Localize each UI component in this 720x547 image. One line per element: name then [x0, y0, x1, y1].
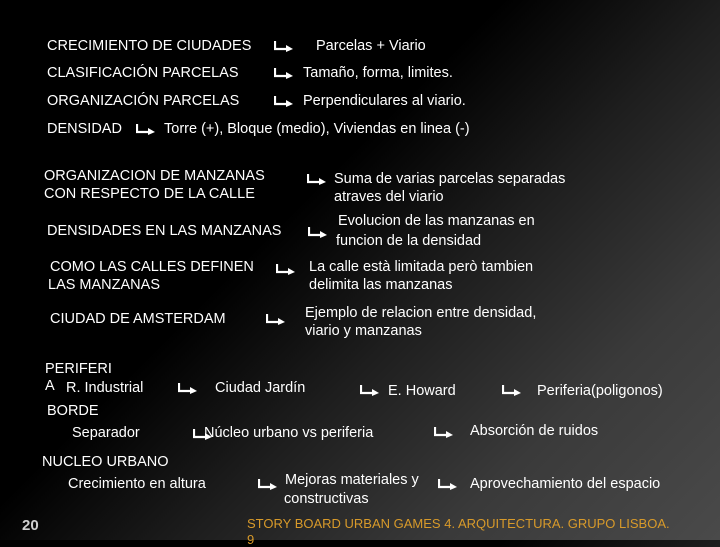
- block-3-right-2: delimita las manzanas: [309, 277, 453, 293]
- nucleo-aprovechamiento: Aprovechamiento del espacio: [470, 476, 661, 492]
- nucleo-altura: Crecimiento en altura: [68, 476, 206, 492]
- nucleo-mejoras-1: Mejoras materiales y: [285, 472, 419, 488]
- periferia-ciudad-jardin: Ciudad Jardín: [215, 380, 306, 396]
- row-4-left: DENSIDAD: [47, 121, 122, 137]
- block-1-right-2: atraves del viario: [334, 189, 444, 205]
- nucleo-mejoras-2: constructivas: [284, 491, 369, 507]
- block-2-right-1: Evolucion de las manzanas en: [338, 213, 535, 229]
- row-1-right: Parcelas + Viario: [316, 38, 426, 54]
- arrow-icon: [438, 478, 458, 490]
- arrow-icon: [307, 173, 327, 185]
- borde-absorcion: Absorción de ruidos: [470, 423, 599, 439]
- borde-separador: Separador: [72, 425, 140, 441]
- block-4-right-1: Ejemplo de relacion entre densidad,: [305, 305, 537, 321]
- arrow-icon: [308, 226, 328, 238]
- nucleo-title: NUCLEO URBANO: [42, 454, 169, 470]
- row-3-left: ORGANIZACIÓN PARCELAS: [47, 93, 240, 109]
- block-1-left-1: ORGANIZACION DE MANZANAS: [44, 168, 265, 184]
- periferia-industrial: R. Industrial: [66, 380, 144, 396]
- row-2-right: Tamaño, forma, limites.: [303, 65, 453, 81]
- arrow-icon: [274, 40, 294, 52]
- row-3-right: Perpendiculares al viario.: [303, 93, 466, 109]
- arrow-icon: [502, 384, 522, 396]
- periferia-title-1: PERIFERI: [45, 361, 112, 377]
- block-3-left-1: COMO LAS CALLES DEFINEN: [50, 259, 254, 275]
- block-1-right-1: Suma de varias parcelas separadas: [334, 171, 566, 187]
- periferia-howard: E. Howard: [388, 383, 456, 399]
- row-1-left: CRECIMIENTO DE CIUDADES: [47, 38, 252, 54]
- periferia-title-2: A: [45, 378, 55, 394]
- block-4-right-2: viario y manzanas: [305, 323, 422, 339]
- borde-title: BORDE: [47, 403, 99, 419]
- block-3-right-1: La calle està limitada però tambien: [309, 259, 534, 275]
- periferia-poligonos: Periferia(poligonos): [537, 383, 663, 399]
- row-4-right: Torre (+), Bloque (medio), Viviendas en linea (-): [164, 121, 470, 137]
- arrow-icon: [258, 478, 278, 490]
- footer-credit-continuation: 9: [247, 532, 255, 547]
- arrow-icon: [266, 313, 286, 325]
- arrow-icon: [274, 95, 294, 107]
- block-3-left-2: LAS MANZANAS: [48, 277, 160, 293]
- block-2-left-1: DENSIDADES EN LAS MANZANAS: [47, 223, 282, 239]
- row-2-left: CLASIFICACIÓN PARCELAS: [47, 65, 239, 81]
- borde-nucleo-vs: Núcleo urbano vs periferia: [204, 425, 374, 441]
- arrow-icon: [360, 384, 380, 396]
- arrow-icon: [136, 123, 156, 135]
- block-1-left-2: CON RESPECTO DE LA CALLE: [44, 186, 255, 202]
- footer-credit: STORY BOARD URBAN GAMES 4. ARQUITECTURA. GRUPO LISBOA.: [247, 516, 670, 531]
- block-4-left-1: CIUDAD DE AMSTERDAM: [50, 311, 226, 327]
- arrow-icon: [178, 382, 198, 394]
- arrow-icon: [274, 67, 294, 79]
- arrow-icon: [434, 426, 454, 438]
- arrow-icon: [276, 263, 296, 275]
- page-number: 20: [22, 517, 39, 534]
- block-2-right-2: funcion de la densidad: [336, 233, 482, 249]
